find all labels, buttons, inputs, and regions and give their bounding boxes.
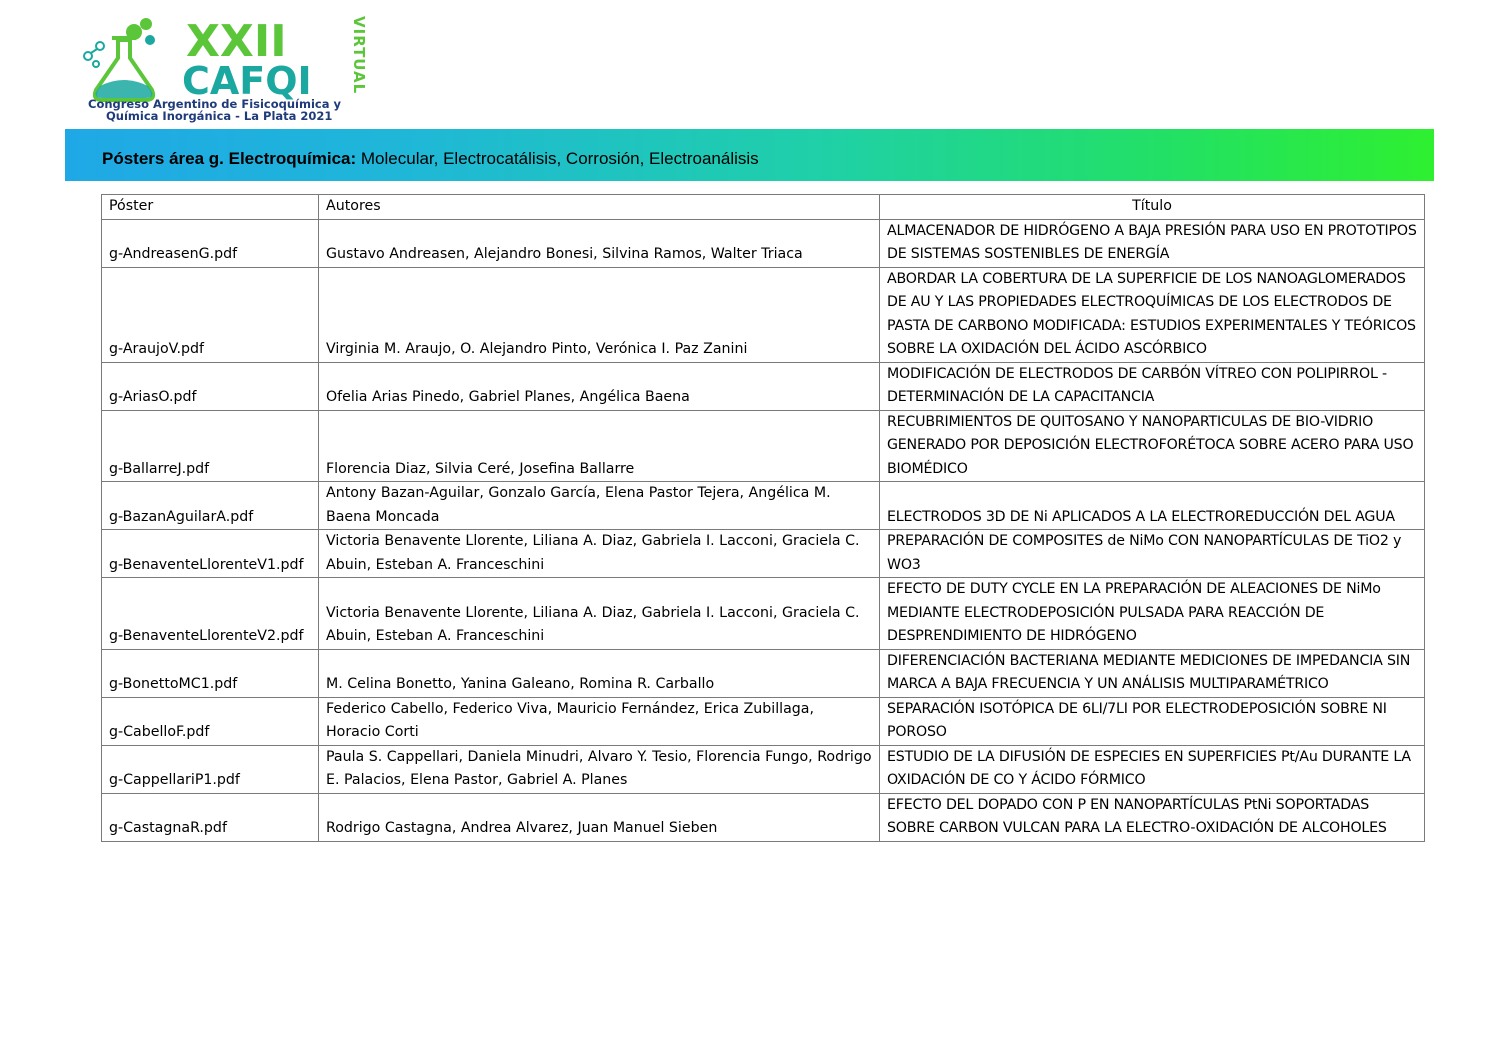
- poster-authors: Victoria Benavente Llorente, Liliana A. Diaz, Gabriela I. Lacconi, Graciela C. Abuin, Esteban A. Franceschini: [319, 578, 880, 650]
- poster-file-link[interactable]: g-AraujoV.pdf: [102, 267, 319, 362]
- flask-icon: [84, 18, 155, 100]
- poster-authors: Ofelia Arias Pinedo, Gabriel Planes, Angélica Baena: [319, 362, 880, 410]
- table-row: [102, 362, 1425, 410]
- table-row: [102, 267, 1425, 362]
- poster-title: MODIFICACIÓN DE ELECTRODOS DE CARBÓN VÍTREO CON POLIPIRROL - DETERMINACIÓN DE LA CAPACITANCIA: [880, 362, 1425, 410]
- poster-title: ELECTRODOS 3D DE Ni APLICADOS A LA ELECTROREDUCCIÓN DEL AGUA: [880, 482, 1425, 530]
- table-row: [102, 745, 1425, 793]
- poster-authors: Virginia M. Araujo, O. Alejandro Pinto, Verónica I. Paz Zanini: [319, 267, 880, 362]
- table-row: [102, 530, 1425, 578]
- table-row: [102, 578, 1425, 650]
- table-row: [102, 649, 1425, 697]
- logo-subtitle-line1: Congreso Argentino de Fisicoquímica y: [88, 97, 341, 111]
- header-autores: Autores: [319, 195, 880, 220]
- logo-virtual: VIRTUAL: [350, 16, 368, 95]
- poster-authors: M. Celina Bonetto, Yanina Galeano, Romina R. Carballo: [319, 649, 880, 697]
- poster-authors: Federico Cabello, Federico Viva, Mauricio Fernández, Erica Zubillaga, Horacio Corti: [319, 697, 880, 745]
- poster-file-link[interactable]: g-BazanAguilarA.pdf: [102, 482, 319, 530]
- header-titulo: Título: [880, 195, 1425, 220]
- poster-file-link[interactable]: g-AndreasenG.pdf: [102, 219, 319, 267]
- logo-name: CAFQI: [182, 59, 312, 103]
- poster-file-link[interactable]: g-CappellariP1.pdf: [102, 745, 319, 793]
- poster-authors: Victoria Benavente Llorente, Liliana A. Diaz, Gabriela I. Lacconi, Graciela C. Abuin, Esteban A. Franceschini: [319, 530, 880, 578]
- poster-file-link[interactable]: g-AriasO.pdf: [102, 362, 319, 410]
- table-row: [102, 793, 1425, 841]
- poster-title: EFECTO DE DUTY CYCLE EN LA PREPARACIÓN DE ALEACIONES DE NiMo MEDIANTE ELECTRODEPOSICIÓN PULSADA PARA REACCIÓN DE DESPRENDIMIENTO DE HIDRÓGENO: [880, 578, 1425, 650]
- cafqi-logo: [78, 12, 388, 124]
- poster-title: ABORDAR LA COBERTURA DE LA SUPERFICIE DE LOS NANOAGLOMERADOS DE AU Y LAS PROPIEDADES ELECTROQUÍMICAS DE LOS ELECTRODOS DE PASTA DE CARBONO MODIFICADA: ESTUDIOS EXPERIMENTALES Y TEÓRICOS SOBRE LA OXIDACIÓN DEL ÁCIDO ASCÓRBICO: [880, 267, 1425, 362]
- poster-authors: Florencia Diaz, Silvia Ceré, Josefina Ballarre: [319, 410, 880, 482]
- poster-title: ESTUDIO DE LA DIFUSIÓN DE ESPECIES EN SUPERFICIES Pt/Au DURANTE LA OXIDACIÓN DE CO Y ÁCIDO FÓRMICO: [880, 745, 1425, 793]
- poster-authors: Gustavo Andreasen, Alejandro Bonesi, Silvina Ramos, Walter Triaca: [319, 219, 880, 267]
- header-poster: Póster: [102, 195, 319, 220]
- poster-title: ALMACENADOR DE HIDRÓGENO A BAJA PRESIÓN PARA USO EN PROTOTIPOS DE SISTEMAS SOSTENIBLES DE ENERGÍA: [880, 219, 1425, 267]
- table-row: [102, 697, 1425, 745]
- poster-file-link[interactable]: g-CabelloF.pdf: [102, 697, 319, 745]
- poster-title: PREPARACIÓN DE COMPOSITES de NiMo CON NANOPARTÍCULAS DE TiO2 y WO3: [880, 530, 1425, 578]
- poster-title: EFECTO DEL DOPADO CON P EN NANOPARTÍCULAS PtNi SOPORTADAS SOBRE CARBON VULCAN PARA LA ELECTRO-OXIDACIÓN DE ALCOHOLES: [880, 793, 1425, 841]
- section-banner: [65, 129, 1434, 181]
- poster-title: RECUBRIMIENTOS DE QUITOSANO Y NANOPARTICULAS DE BIO-VIDRIO GENERADO POR DEPOSICIÓN ELECTROFORÉTOCA SOBRE ACERO PARA USO BIOMÉDICO: [880, 410, 1425, 482]
- poster-authors: Rodrigo Castagna, Andrea Alvarez, Juan Manuel Sieben: [319, 793, 880, 841]
- table-row: [102, 482, 1425, 530]
- poster-authors: Paula S. Cappellari, Daniela Minudri, Alvaro Y. Tesio, Florencia Fungo, Rodrigo E. Palacios, Elena Pastor, Gabriel A. Planes: [319, 745, 880, 793]
- poster-file-link[interactable]: g-BallarreJ.pdf: [102, 410, 319, 482]
- banner-heading: [102, 149, 759, 169]
- poster-file-link[interactable]: g-BenaventeLlorenteV2.pdf: [102, 578, 319, 650]
- banner-heading-bold: Pósters área g. Electroquímica:: [102, 149, 357, 168]
- poster-authors: Antony Bazan-Aguilar, Gonzalo García, Elena Pastor Tejera, Angélica M. Baena Moncada: [319, 482, 880, 530]
- poster-title: DIFERENCIACIÓN BACTERIANA MEDIANTE MEDICIONES DE IMPEDANCIA SIN MARCA A BAJA FRECUENCIA Y UN ANÁLISIS MULTIPARAMÉTRICO: [880, 649, 1425, 697]
- poster-file-link[interactable]: g-CastagnaR.pdf: [102, 793, 319, 841]
- posters-table: [101, 194, 1425, 842]
- logo-numeral: XXII: [186, 16, 287, 67]
- poster-title: SEPARACIÓN ISOTÓPICA DE 6LI/7LI POR ELECTRODEPOSICIÓN SOBRE NI POROSO: [880, 697, 1425, 745]
- table-header-row: [102, 195, 1425, 220]
- table-row: [102, 410, 1425, 482]
- poster-file-link[interactable]: g-BenaventeLlorenteV1.pdf: [102, 530, 319, 578]
- banner-heading-rest: Molecular, Electrocatálisis, Corrosión, Electroanálisis: [360, 149, 759, 168]
- poster-file-link[interactable]: g-BonettoMC1.pdf: [102, 649, 319, 697]
- logo-subtitle-line2: Química Inorgánica - La Plata 2021: [106, 109, 333, 123]
- table-row: [102, 219, 1425, 267]
